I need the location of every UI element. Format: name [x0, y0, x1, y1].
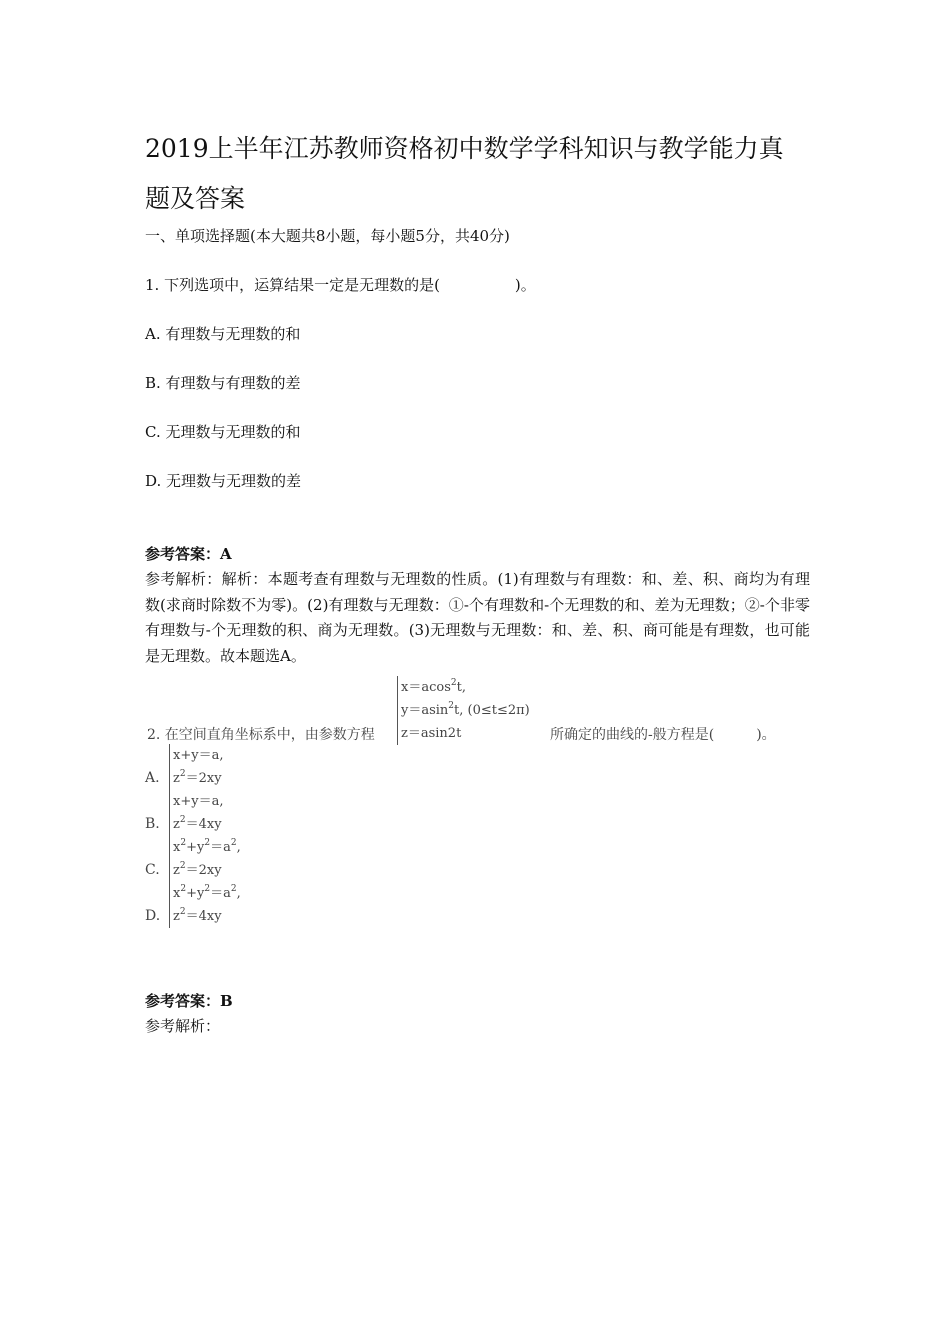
- question-1-option-d: D. 无理数与无理数的差: [145, 472, 302, 490]
- question-1-analysis: 参考解析：解析：本题考查有理数与无理数的性质。(1)有理数与有理数：和、差、积、商均为有理数(求商时除数不为零)。(2)有理数与无理数：①-个有理数和-个无理数的和、差为无理数；②-个非零有理数与-个无理数的积、商为无理数。(3)无理数与无理数：和、差、积、商可能是有理数，也可能是无理数。故本题选A。: [145, 570, 810, 665]
- question-1-option-b: B. 有理数与有理数的差: [145, 374, 301, 392]
- param-eq-z: z＝asin2t: [401, 726, 462, 741]
- question-1-option-a: A. 有理数与无理数的和: [145, 325, 301, 343]
- question-2-stem-suffix: 所确定的曲线的-般方程是( )。: [550, 727, 776, 743]
- question-2-analysis: 参考解析：: [145, 1017, 221, 1035]
- question-2-stem: [145, 676, 815, 746]
- question-1-answer: 参考答案：A: [145, 545, 232, 563]
- section-heading: 一、单项选择题(本大题共8小题，每小题5分，共40分): [145, 227, 510, 245]
- param-eq-y: y＝asin$^2$t, (0≤t≤2π): [401, 701, 530, 718]
- question-2-answer: 参考答案：B: [145, 992, 233, 1010]
- question-1-option-c: C. 无理数与无理数的和: [145, 423, 301, 441]
- parametric-equations: [397, 676, 530, 745]
- param-eq-x: x＝acos$^2$t,: [401, 678, 466, 695]
- document-page: 2019上半年江苏教师资格初中数学学科知识与教学能力真题及答案 一、单项选择题(本大题共8小题，每小题5分，共40分) 1. 下列选项中，运算结果一定是无理数的是( )。 A. 有理数与无理数的和 B. 有理数与有理数的差 C. 无理数与无理数的和 D. 无理数与无理数的差 参考答案：A 参考解析：解析：本题考查有理数与无理数的性质。(1)有理数与有理数：和、差、积、商均为有理数(求商时除数不为零)。(2)有理数与无理数：①-个有理数和-个无理数的和、差为无理数；②-个非零有理数与-个无理数的积、商为无理数。(3)无理数与无理数：和、差、积、商可能是有理数，也可能是无理数。故本题选A。 2. 在空间直角坐标系中，由参数方程 x＝acos$^2$t, y＝asin$^2$t, (0≤t≤2π) z＝asin2t 所确定的曲线的-般方程是( )。 A. x+y＝a, $z^2=2xy$ B. x+y＝a, $z^2=4xy$ C. $x^2+y^2=a^2$, $z^2=2xy$ D. $x^2+y^2=a^2$, $z^2=4xy$ 参考答案：B 参考解析：: [0, 0, 950, 1344]
- question-2-stem-prefix: 2. 在空间直角坐标系中，由参数方程: [147, 727, 375, 743]
- question-1-stem: 1. 下列选项中，运算结果一定是无理数的是( )。: [145, 276, 536, 294]
- document-title: 2019上半年江苏教师资格初中数学学科知识与教学能力真题及答案: [145, 134, 784, 213]
